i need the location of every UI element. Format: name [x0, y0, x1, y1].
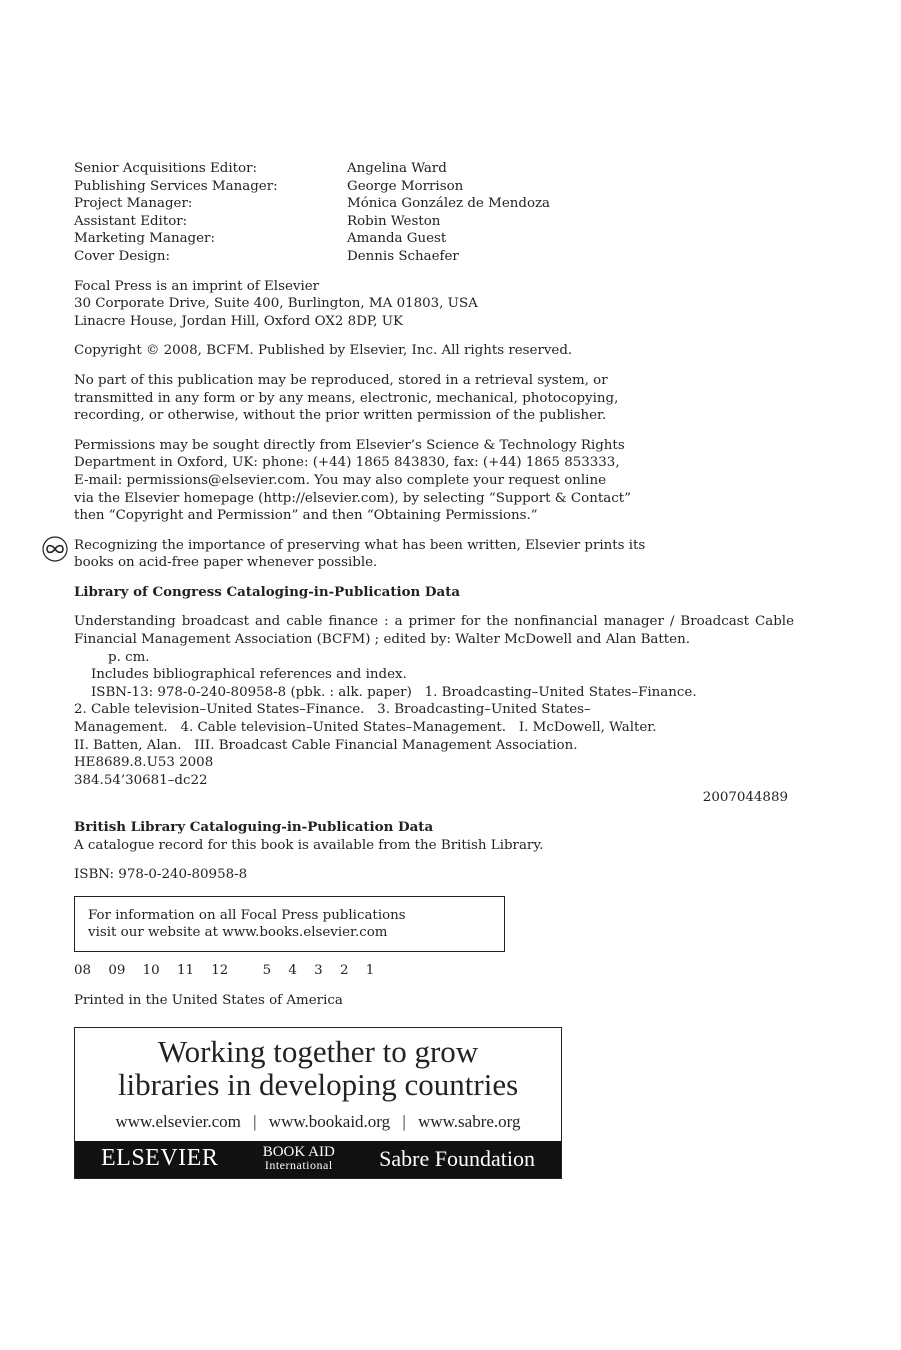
permissions-notice	[74, 437, 794, 525]
credit-role: Senior Acquisitions Editor:	[74, 161, 257, 176]
print-line	[74, 962, 794, 980]
print-impression: 4	[288, 962, 297, 978]
print-year: 11	[176, 962, 194, 978]
credit-name: Mónica González de Mendoza	[347, 196, 551, 212]
elsevier-url: www.elsevier.com	[115, 1112, 241, 1132]
credit-name: George Morrison	[347, 178, 464, 194]
loc-bib: Includes bibliographical references and index.	[91, 667, 407, 683]
credit-name: Amanda Guest	[347, 231, 447, 247]
url-separator: |	[253, 1112, 257, 1132]
reproduction-notice	[74, 372, 794, 425]
bookaid-logo-line: BOOK AID	[262, 1144, 335, 1161]
info-box	[74, 896, 505, 952]
british-library-block	[74, 819, 794, 854]
banner-urls	[75, 1113, 561, 1131]
credits-list	[74, 160, 794, 266]
print-year: 10	[142, 962, 160, 978]
elsevier-logo: ELSEVIER	[101, 1145, 219, 1172]
banner-headline	[75, 1028, 561, 1101]
british-text: A catalogue record for this book is available from the British Library.	[74, 837, 544, 853]
text-line: via the Elsevier homepage (http://elsevier.com), by selecting “Support & Contact”	[74, 490, 631, 506]
text-line: E-mail: permissions@elsevier.com. You may also complete your request online	[74, 472, 606, 488]
loc-subject: II. Batten, Alan. III. Broadcast Cable Financial Management Association.	[74, 737, 578, 753]
loc-title: Understanding broadcast and cable finance : a primer for the nonfinancial manager / Broadcast Cable Financial Management Association (BCFM) ; edited by: Walter McDowell and Alan Batten.	[74, 614, 794, 648]
text-line: Permissions may be sought directly from Elsevier’s Science & Technology Rights	[74, 437, 625, 453]
text-line: books on acid-free paper whenever possible.	[74, 555, 378, 571]
text-line: No part of this publication may be reproduced, stored in a retrieval system, or	[74, 372, 608, 388]
isbn: ISBN: 978-0-240-80958-8	[74, 867, 248, 883]
infinity-paper-icon	[42, 536, 68, 562]
loc-subject: Management. 4. Cable television–United States–Management. I. McDowell, Walter.	[74, 720, 657, 736]
print-impression: 2	[339, 962, 349, 978]
print-impression: 5	[262, 962, 272, 978]
credit-name: Angelina Ward	[347, 161, 447, 176]
credit-role: Marketing Manager:	[74, 231, 215, 247]
text-line: recording, or otherwise, without the prior written permission of the publisher.	[74, 408, 607, 424]
publisher-line: Linacre House, Jordan Hill, Oxford OX2 8DP, UK	[74, 313, 404, 329]
publisher-line: Focal Press is an imprint of Elsevier	[74, 278, 320, 294]
credit-role: Cover Design:	[74, 248, 170, 264]
credit-name: Dennis Schaefer	[347, 248, 459, 264]
url-separator: |	[402, 1112, 406, 1132]
credit-role: Publishing Services Manager:	[74, 178, 278, 194]
info-line: visit our website at www.books.elsevier.com	[88, 925, 388, 941]
loc-pcm: p. cm.	[108, 649, 150, 665]
print-year: 12	[211, 962, 229, 978]
bookaid-logo-line: International	[264, 1158, 333, 1173]
loc-isbn: ISBN-13: 978-0-240-80958-8 (pbk. : alk. paper) 1. Broadcasting–United States–Finance.	[91, 684, 697, 700]
loc-lccn: 2007044889	[702, 790, 788, 806]
text-line: Recognizing the importance of preserving what has been written, Elsevier prints its	[74, 537, 646, 553]
credit-name: Robin Weston	[347, 213, 441, 229]
copyright-notice: Copyright © 2008, BCFM. Published by Elsevier, Inc. All rights reserved.	[74, 343, 573, 359]
print-year: 09	[108, 962, 126, 978]
credit-role: Assistant Editor:	[74, 213, 188, 229]
print-year: 08	[74, 962, 92, 978]
sabre-url: www.sabre.org	[418, 1112, 521, 1132]
sabre-logo: Sabre Foundation	[379, 1146, 535, 1172]
publisher-block	[74, 278, 794, 331]
headline-line: libraries in developing countries	[117, 1067, 519, 1103]
publisher-line: 30 Corporate Drive, Suite 400, Burlington, MA 01803, USA	[74, 296, 478, 312]
printed-in: Printed in the United States of America	[74, 992, 343, 1008]
text-line: transmitted in any form or by any means, electronic, mechanical, photocopying,	[74, 390, 619, 406]
print-impression: 3	[314, 962, 323, 978]
loc-dewey: 384.54’30681–dc22	[74, 772, 208, 788]
book-aid-banner	[74, 1027, 562, 1179]
bookaid-logo	[263, 1146, 335, 1172]
acid-free-notice	[74, 537, 794, 572]
text-line: Department in Oxford, UK: phone: (+44) 1865 843830, fax: (+44) 1865 853333,	[74, 455, 620, 471]
print-impression: 1	[365, 962, 375, 978]
info-line: For information on all Focal Press publications	[88, 907, 406, 923]
text-line: then “Copyright and Permission” and then “Obtaining Permissions.”	[74, 508, 538, 524]
copyright-page	[74, 160, 794, 1179]
loc-subject: 2. Cable television–United States–Finance. 3. Broadcasting–United States–	[74, 702, 591, 718]
headline-line: Working together to grow	[157, 1034, 479, 1070]
bookaid-url: www.bookaid.org	[268, 1112, 391, 1132]
loc-heading: Library of Congress Cataloging-in-Publication Data	[74, 583, 461, 600]
british-heading: British Library Cataloguing-in-Publication Data	[74, 819, 434, 835]
credit-role: Project Manager:	[74, 196, 193, 212]
loc-call-number: HE8689.8.U53 2008	[74, 755, 214, 771]
loc-record	[74, 613, 794, 807]
banner-logo-bar	[75, 1141, 561, 1178]
